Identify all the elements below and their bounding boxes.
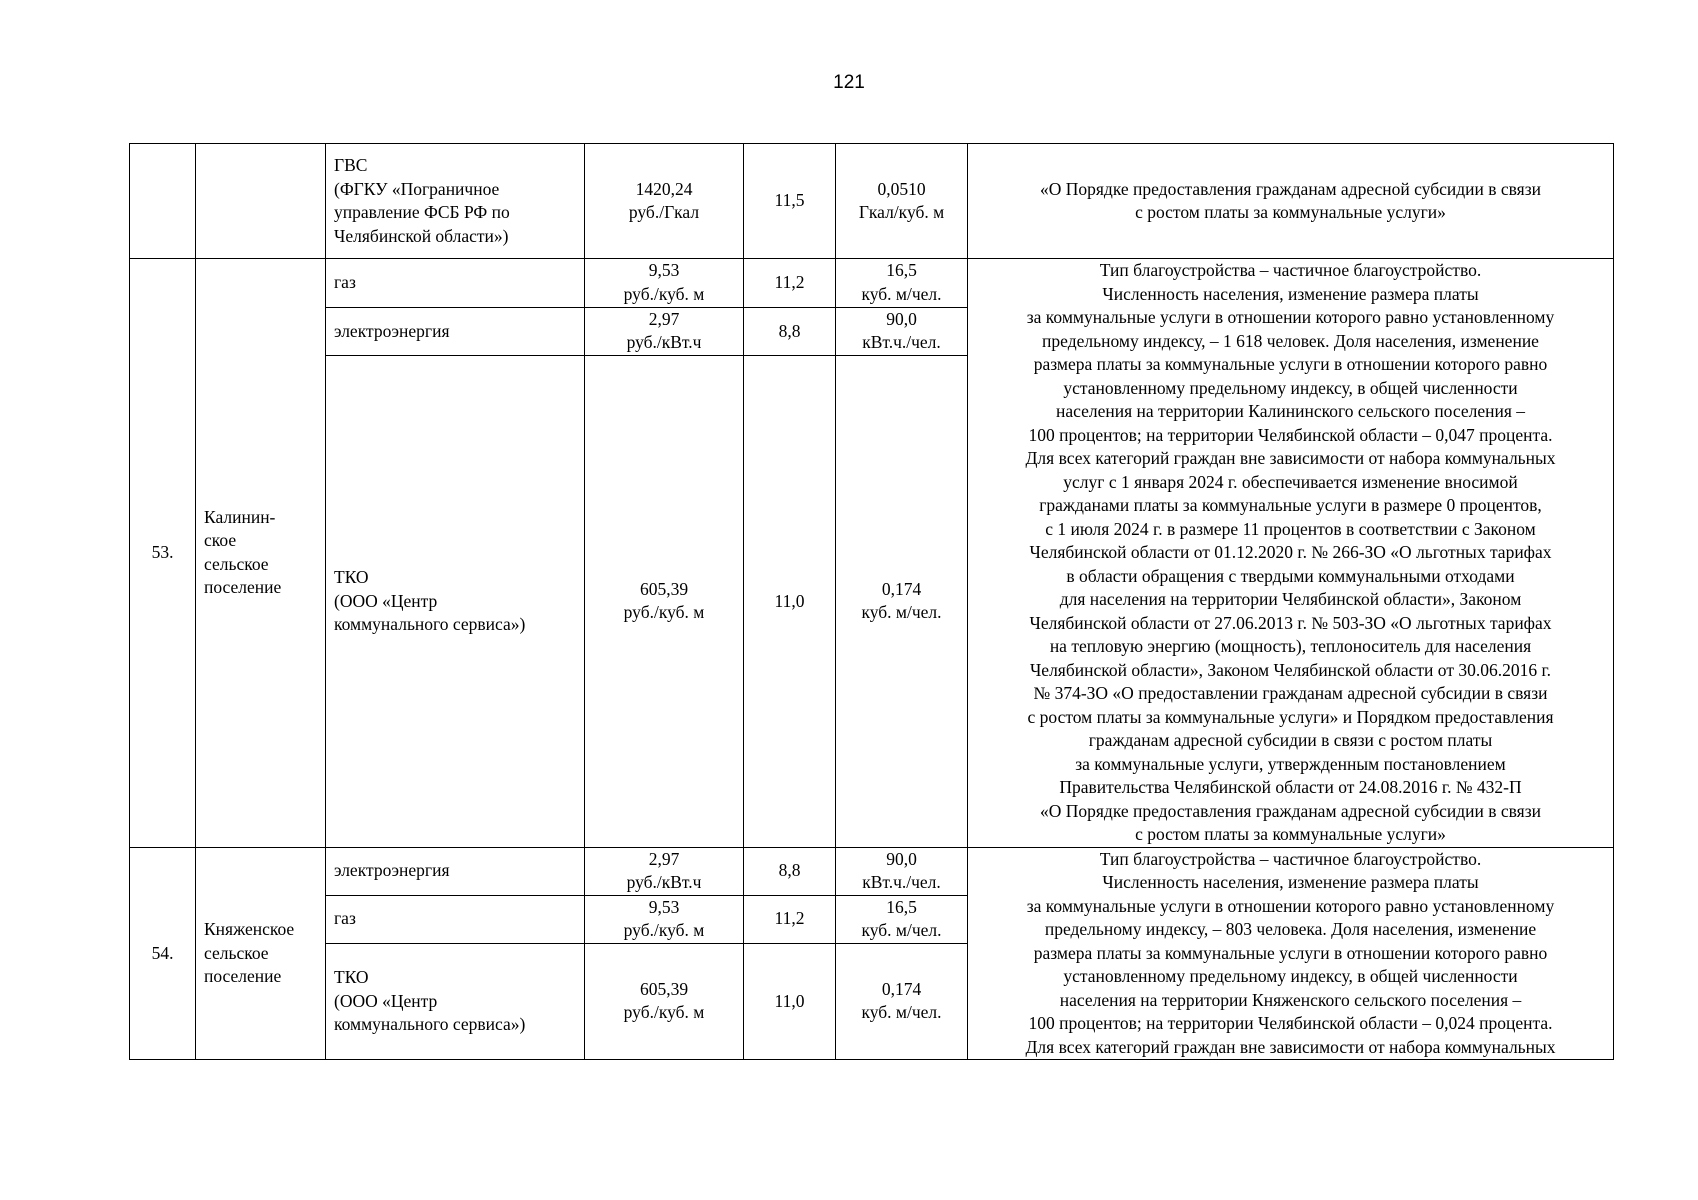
table-row-54 xyxy=(130,847,1614,895)
note-cell: Тип благоустройства – частичное благоустройство. Численность населения, изменение размера платы за коммунальные услуги в отношении которого равно установленному предельному индексу, – 803 человека. Доля населения, изменение размера платы за коммунальные услуги в отношении которого равно установленному предельному индексу, в общей численности населения на территории Княженского сельского поселения – 100 процентов; на территории Челябинской области – 0,024 процента. Для всех категорий граждан вне зависимости от набора коммунальных xyxy=(968,847,1614,1060)
service-name: ТКО (ООО «Центр коммунального сервиса») xyxy=(326,943,585,1059)
tariff-value: 2,97 руб./кВт.ч xyxy=(585,307,744,356)
settlement-cell: Калинин- ское сельское поселение xyxy=(196,259,326,848)
settlement-cell: Княженское сельское поселение xyxy=(196,847,326,1060)
page-number: 121 xyxy=(833,72,865,93)
norm-value: 90,0 кВт.ч./чел. xyxy=(836,847,968,895)
service-name: ТКО (ООО «Центр коммунального сервиса») xyxy=(326,356,585,847)
row-number: 54. xyxy=(130,847,196,1060)
norm-value: 0,174 куб. м/чел. xyxy=(836,356,968,847)
tariff-value: 2,97 руб./кВт.ч xyxy=(585,847,744,895)
norm-value: 16,5 куб. м/чел. xyxy=(836,259,968,308)
index-value: 11,5 xyxy=(744,144,836,259)
tariff-table xyxy=(129,143,1614,1060)
index-value: 11,2 xyxy=(744,895,836,943)
note-cell: Тип благоустройства – частичное благоустройство. Численность населения, изменение размера платы за коммунальные услуги в отношении которого равно установленному предельному индексу, – 1 618 человек. Доля населения, изменение размера платы за коммунальные услуги в отношении которого равно установленному предельному индексу, в общей численности населения на территории Калининского сельского поселения – 100 процентов; на территории Челябинской области – 0,047 процента. Для всех категорий граждан вне зависимости от набора коммунальных услуг с 1 января 2024 г. обеспечивается изменение вносимой гражданами платы за коммунальные услуги в размере 0 процентов, с 1 июля 2024 г. в размере 11 процентов в соответствии с Законом Челябинской области от 01.12.2020 г. № 266-ЗО «О льготных тарифах в области обращения с твердыми коммунальными отходами для населения на территории Челябинской области», Законом Челябинской области от 27.06.2013 г. № 503-ЗО «О льготных тарифах на тепловую энергию (мощность), теплоноситель для населения Челябинской области», Законом Челябинской области от 30.06.2016 г. № 374-ЗО «О предоставлении гражданам адресной субсидии в связи с ростом платы за коммунальные услуги» и Порядком предоставления гражданам адресной субсидии в связи с ростом платы за коммунальные услуги, утвержденным постановлением Правительства Челябинской области от 24.08.2016 г. № 432-П «О Порядке предоставления гражданам адресной субсидии в связи с ростом платы за коммунальные услуги» xyxy=(968,259,1614,848)
tariff-value: 9,53 руб./куб. м xyxy=(585,259,744,308)
norm-value: 90,0 кВт.ч./чел. xyxy=(836,307,968,356)
norm-value: 16,5 куб. м/чел. xyxy=(836,895,968,943)
tariff-value: 9,53 руб./куб. м xyxy=(585,895,744,943)
service-name: электроэнергия xyxy=(326,847,585,895)
service-name: газ xyxy=(326,259,585,308)
tariff-value: 605,39 руб./куб. м xyxy=(585,356,744,847)
index-value: 8,8 xyxy=(744,847,836,895)
table-row-continuation xyxy=(130,144,1614,259)
service-name: газ xyxy=(326,895,585,943)
index-value: 11,2 xyxy=(744,259,836,308)
service-name: ГВС (ФГКУ «Пограничное управление ФСБ РФ по Челябинской области») xyxy=(326,144,585,259)
settlement-cell xyxy=(196,144,326,259)
row-number xyxy=(130,144,196,259)
index-value: 11,0 xyxy=(744,356,836,847)
norm-value: 0,0510 Гкал/куб. м xyxy=(836,144,968,259)
tariff-value: 605,39 руб./куб. м xyxy=(585,943,744,1059)
index-value: 8,8 xyxy=(744,307,836,356)
row-number: 53. xyxy=(130,259,196,848)
table-row-53 xyxy=(130,259,1614,308)
note-cell: «О Порядке предоставления гражданам адресной субсидии в связи с ростом платы за коммунальные услуги» xyxy=(968,144,1614,259)
tariff-value: 1420,24 руб./Гкал xyxy=(585,144,744,259)
norm-value: 0,174 куб. м/чел. xyxy=(836,943,968,1059)
index-value: 11,0 xyxy=(744,943,836,1059)
service-name: электроэнергия xyxy=(326,307,585,356)
